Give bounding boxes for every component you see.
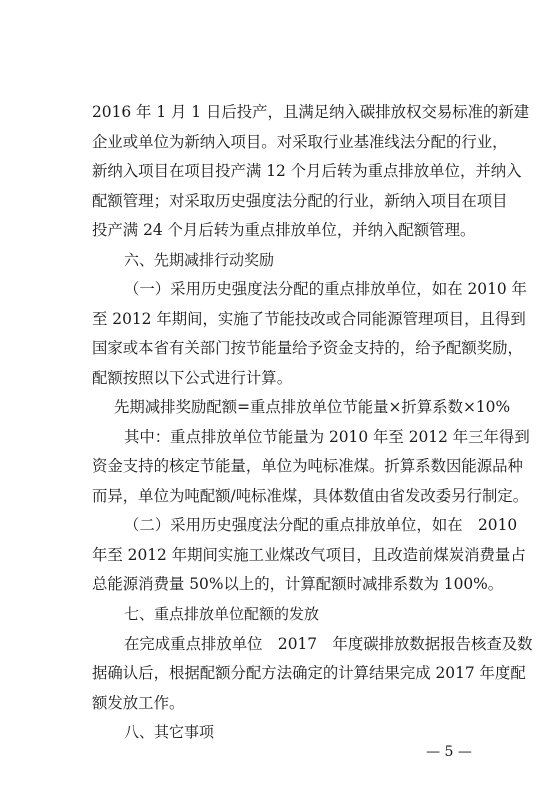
body-text-line: 在完成重点排放单位 2017 年度碳排放数据报告核查及数 <box>124 635 533 653</box>
body-text-line: 资金支持的核定节能量，单位为吨标准煤。折算系数因能源品种 <box>92 457 523 475</box>
body-text-line: 配额按照以下公式进行计算。 <box>92 369 293 387</box>
body-text-line: 其中：重点排放单位节能量为 2010 年至 2012 年三年得到 <box>124 428 530 446</box>
body-text-line: 新纳入项目在项目投产满 12 个月后转为重点排放单位，并纳入 <box>92 162 522 180</box>
body-text-line: 2016 年 1 月 1 日后投产，且满足纳入碳排放权交易标准的新建 <box>92 103 530 121</box>
body-text-line: 投产满 24 个月后转为重点排放单位，并纳入配额管理。 <box>92 221 476 239</box>
body-text-line: 而异，单位为吨配额/吨标准煤，具体数值由省发改委另行制定。 <box>92 487 529 505</box>
body-text-line: （二）采用历史强度法分配的重点排放单位，如在 2010 <box>124 516 518 534</box>
formula-line: 先期减排奖励配额=重点排放单位节能量×折算系数×10% <box>114 398 511 416</box>
body-text-line: 配额管理；对采取历史强度法分配的行业，新纳入项目在项目 <box>92 192 508 210</box>
page-number: — 5 — <box>426 744 472 760</box>
body-text-line: 总能源消费量 50%以上的，计算配额时减排系数为 100%。 <box>92 575 504 593</box>
section-heading-8: 八、其它事项 <box>124 723 215 741</box>
body-text-line: 至 2012 年期间，实施了节能技改或合同能源管理项目，且得到 <box>92 310 526 328</box>
body-text-line: （一）采用历史强度法分配的重点排放单位，如在 2010 年 <box>124 280 527 298</box>
section-heading-7: 七、重点排放单位配额的发放 <box>124 605 320 623</box>
section-heading-6: 六、先期减排行动奖励 <box>124 251 275 269</box>
body-text-line: 年至 2012 年期间实施工业煤改气项目，且改造前煤炭消费量占 <box>92 546 526 564</box>
body-text-line: 据确认后，根据配额分配方法确定的计算结果完成 2017 年度配 <box>92 664 526 682</box>
body-text-line: 国家或本省有关部门按节能量给予资金支持的，给予配额奖励， <box>92 339 523 357</box>
body-text-line: 企业或单位为新纳入项目。对采取行业基准线法分配的行业， <box>92 133 508 151</box>
body-text-line: 额发放工作。 <box>92 694 185 712</box>
